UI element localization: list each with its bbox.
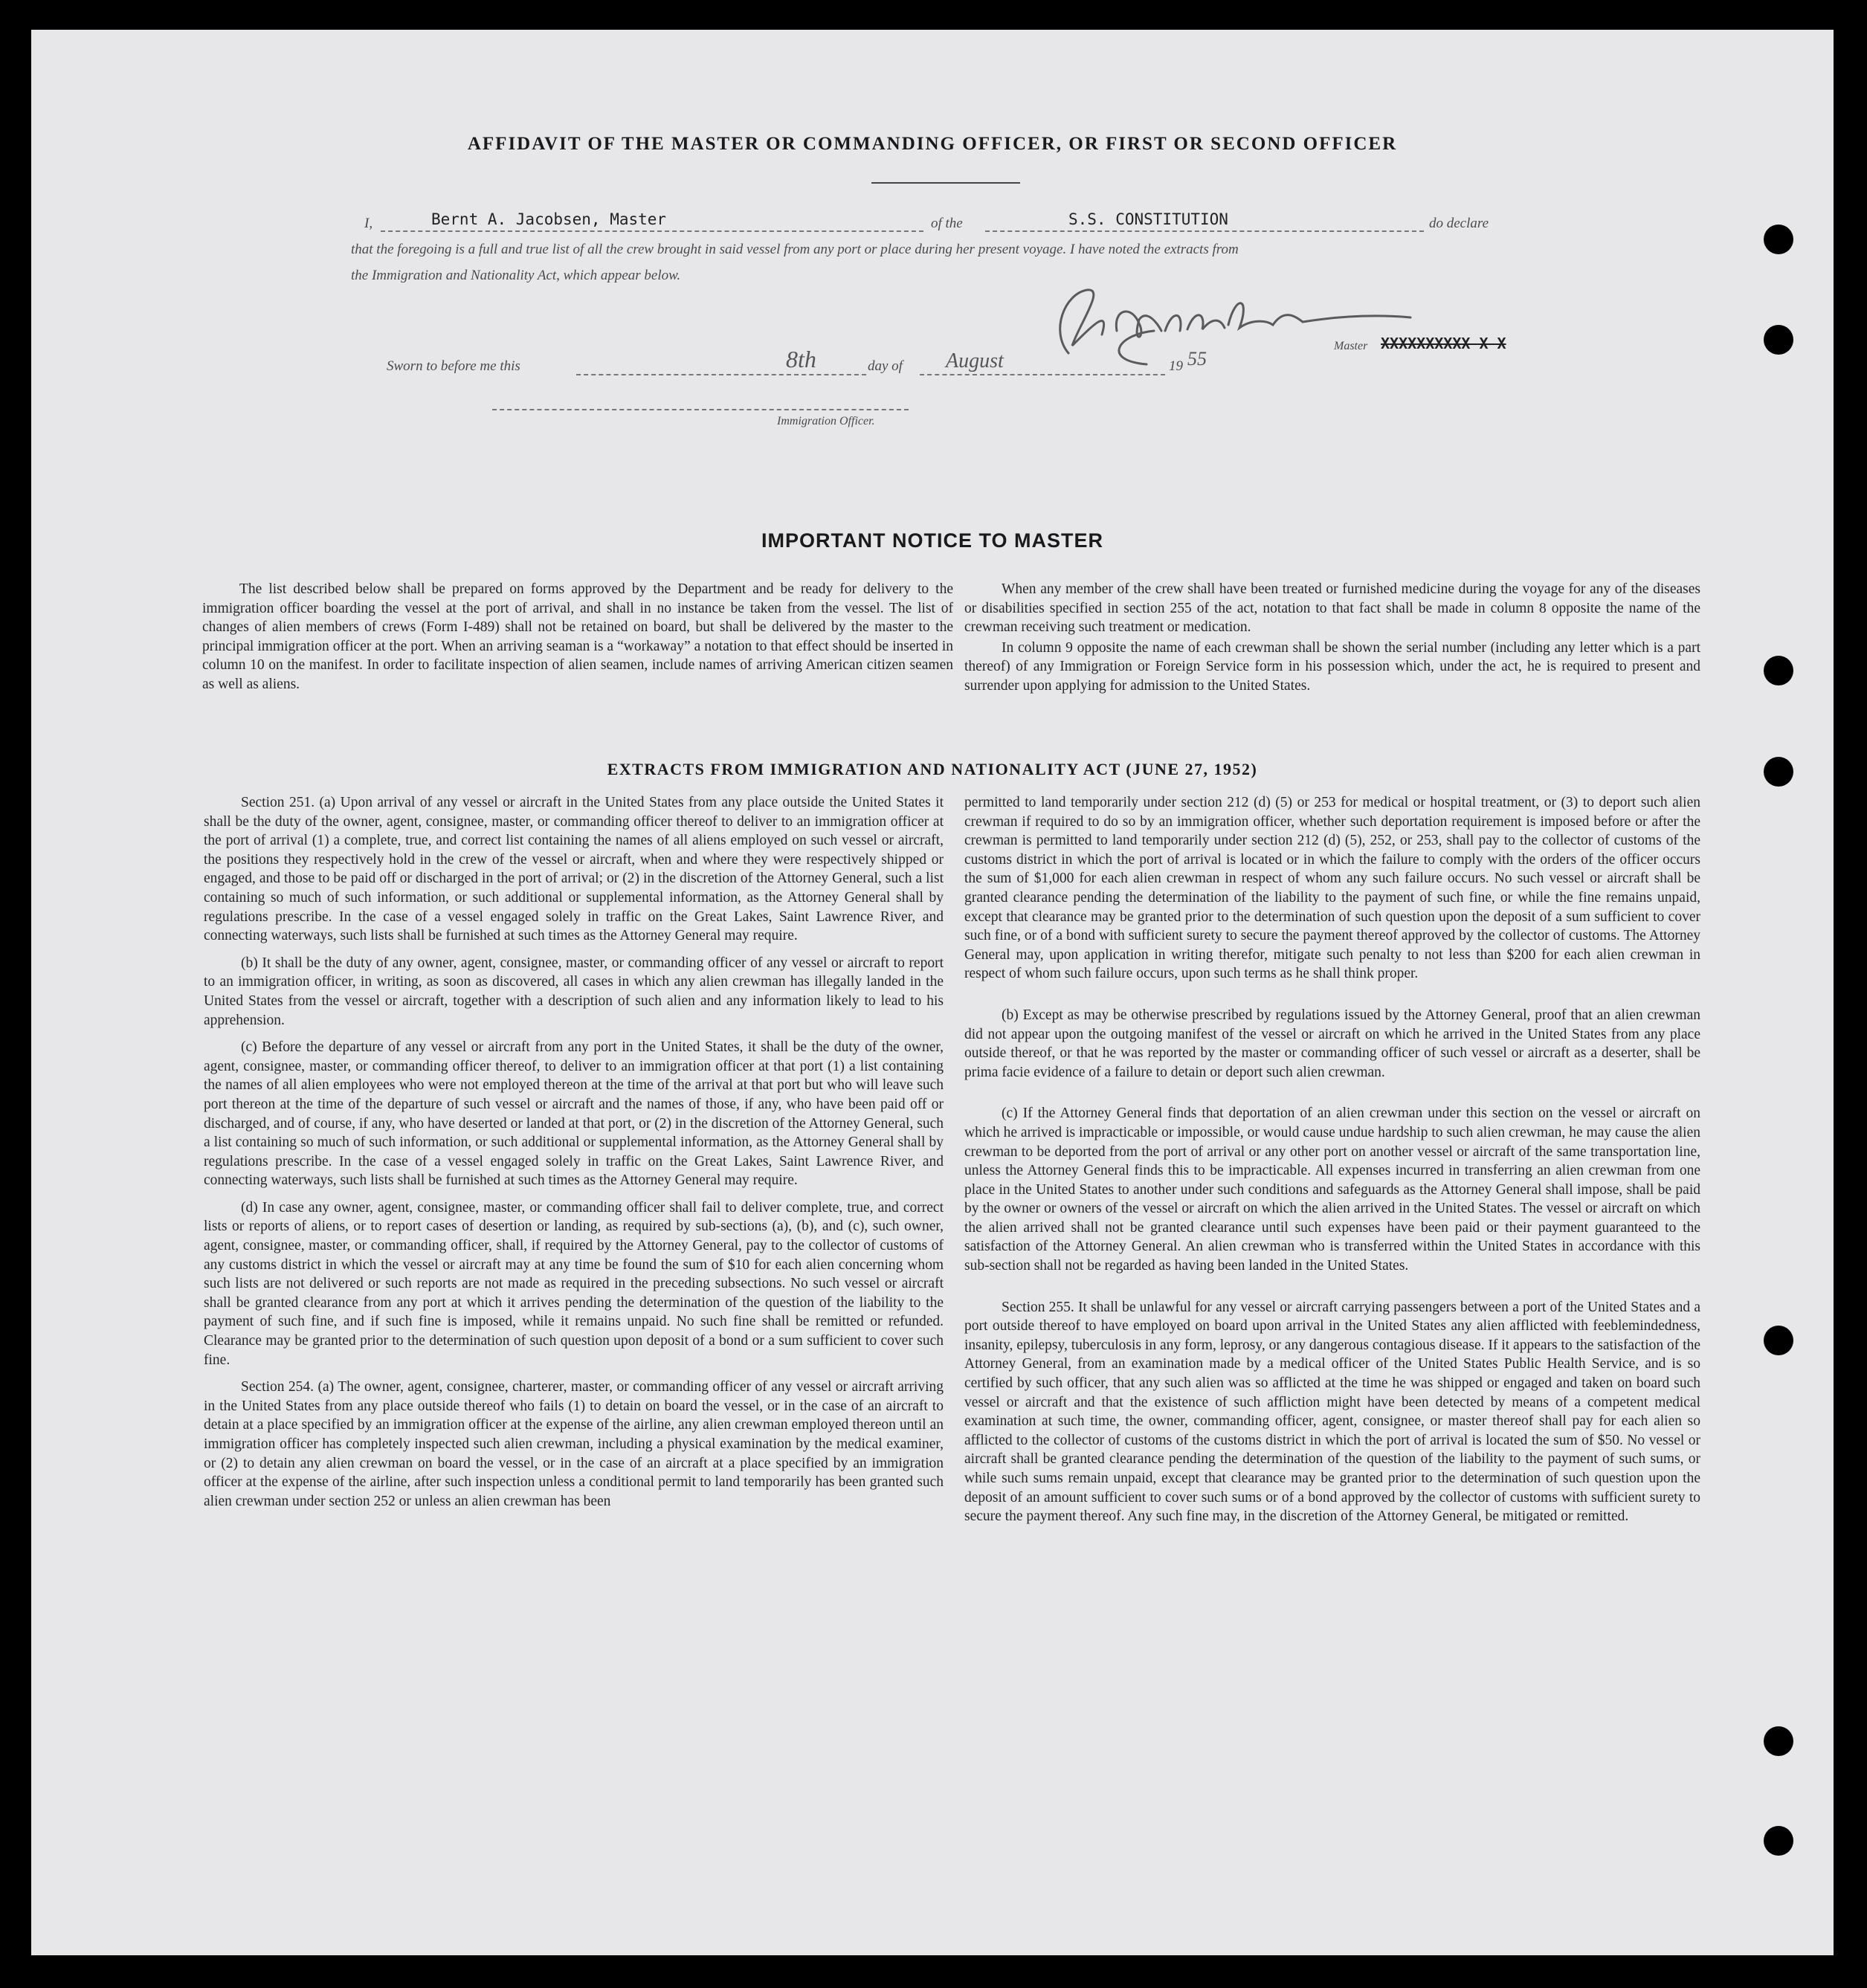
title-rule [871, 182, 1020, 184]
officer-signature-line [492, 409, 909, 410]
binder-hole [1764, 325, 1793, 355]
struck-title-text: XXXXXXXXXX X X [1381, 335, 1506, 352]
binder-hole [1764, 1826, 1793, 1856]
section-paragraph: (c) If the Attorney General finds that deportation of an alien crewman under this section on the vessel or aircraft on which he arrived is impracticable or impossible, or would cause undue hardship to such alien crewman, he may cause the alien crewman to be deported from the port of arrival or any other port on another vessel or aircraft of the same transportation line, unless the Attorney General finds this to be impracticable. All expenses incurred in transferring an alien crewman from one place in the United States to another under such conditions and safeguards as the Attorney General shall impose, shall be paid by the owner or owners of the vessel or aircraft on which the alien arrived in the United States. The vessel or aircraft on which the alien arrived shall not be granted clearance until such expenses have been paid or their payment guaranteed to the satisfaction of the Attorney General. An alien crewman who is transferred within the United States in accordance with this sub-section shall not be regarded as having been landed in the United States. [964, 1106, 1700, 1274]
name-line [381, 230, 923, 232]
sworn-month-handwritten: August [946, 349, 1004, 372]
notice-paragraph: In column 9 opposite the name of each crewman shall be shown the serial number (including any letter which is a part thereof) of any Immigration or Foreign Service form in his possession which, under the act, he is required to present and surrender upon applying for admission to the United States. [964, 639, 1700, 694]
section-paragraph: (b) Except as may be otherwise prescribed by regulations issued by the Attorney General, proof that an alien crewman did not appear upon the outgoing manifest of the vessel or aircraft on which he arrived in the United States from any place outside thereof, or that he was reported by the master or commanding officer of such vessel or aircraft as a deserter, shall be prima facie evidence of a failure to detain or deport such alien crewman. [964, 1007, 1700, 1080]
section-paragraph: Section 254. (a) The owner, agent, consignee, charterer, master, or commanding officer of any vessel or aircraft arriving in the United States from any place outside thereof who fails (1) to detain on board the vessel, or in the case of an aircraft to detain at a place specified by an immigration officer at the expense of the airline, any alien crewman employed thereon until an immigration officer has completely inspected such alien crewman, including a physical examination by the medical examiner, or (2) to detain any alien crewman on board the vessel, or in the case of an aircraft at a place specified by an immigration officer at the expense of the airline, after such inspection unless a conditional permit to land temporarily has been granted such alien crewman under section 252 or unless an alien crewman has been [204, 1379, 944, 1509]
extracts-title: EXTRACTS FROM IMMIGRATION AND NATIONALITY ACT (JUNE 27, 1952) [607, 760, 1258, 778]
notice-title: IMPORTANT NOTICE TO MASTER [761, 529, 1103, 552]
notice-paragraph: When any member of the crew shall have been treated or furnished medicine during the voyage for any of the diseases or disabilities specified in section 255 of the act, notation to that fact shall be made in column 8 opposite the name of the crewman receiving such treatment or medication. [964, 581, 1700, 636]
section-paragraph: (b) It shall be the duty of any owner, agent, consignee, master, or commanding officer of any vessel or aircraft to report to an immigration officer, in writing, as soon as discovered, all cases in which any alien crewman has illegally landed in the United States from the vessel or aircraft, together with a description of such alien and any information likely to lead to his apprehension. [204, 955, 944, 1028]
sworn-month-line [920, 374, 1165, 375]
document-page [31, 30, 1834, 1955]
declaration-line-2: the Immigration and Nationality Act, which appear below. [351, 268, 681, 283]
section-paragraph: (c) Before the departure of any vessel or aircraft from any port in the United States, it shall be the duty of the owner, agent, consignee, master, or commanding officer thereof, to deliver to an immigration officer at that port (1) a list containing the names of all alien employees who were not employed thereon at the time of the arrival at that port but who will leave such port thereon at the time of the departure of such vessel or aircraft and the names of those, if any, who have been paid off or discharged, and of course, if any, who have deserted or landed at that port, or (2) in the discretion of the Attorney General, such a list containing so much of such information, or such additional or supplemental information, as the Attorney General shall by regulations prescribe. In the case of a vessel engaged solely in traffic on the Great Lakes, Saint Lawrence River, and connecting waterways, such lists shall be furnished at such times as the Attorney General may require. [204, 1039, 944, 1189]
binder-hole [1764, 225, 1793, 254]
binder-hole [1764, 1326, 1793, 1355]
sworn-day-handwritten: 8th [786, 346, 816, 372]
officer-label: Immigration Officer. [777, 415, 875, 427]
binder-hole [1764, 656, 1793, 685]
declaration-line-1: that the foregoing is a full and true list of all the crew brought in said vessel from any port or place during her present voyage. I have noted the extracts from [351, 242, 1239, 257]
of-the-label: of the [931, 216, 963, 231]
master-name-field: Bernt A. Jacobsen, Master [431, 210, 667, 228]
sworn-label: Sworn to before me this [387, 358, 520, 374]
binder-hole [1764, 1726, 1793, 1756]
vessel-name-field: S.S. CONSTITUTION [1068, 210, 1228, 228]
section-paragraph: (d) In case any owner, agent, consignee, master, or commanding officer shall fail to deliver complete, true, and correct lists or reports of aliens, or to report cases of desertion or landing, as required by sub-sections (a), (b), and (c), such owner, agent, consignee, master, or commanding officer, shall, if required by the Attorney General, pay to the collector of customs of any customs district in which the vessel or aircraft may at any time be found the sum of $10 for each alien concerning whom such lists are not delivered or such reports are not made as required in the preceding subsections. No such vessel or aircraft shall be granted clearance from any port at which it arrives pending the determination of the question of the liability to the payment of such fine, and if such fine is imposed, while it remains unpaid. No such fine shall be remitted or refunded. Clearance may be granted prior to the determination of such question upon deposit of a bond or a sum sufficient to cover such fine. [204, 1199, 944, 1368]
extracts-right-column [964, 793, 1700, 1534]
notice-left-column [202, 580, 953, 703]
notice-paragraph: The list described below shall be prepared on forms approved by the Department and be ready for delivery to the immigration officer boarding the vessel at the port of arrival, and shall in no instance be taken from the vessel. The list of changes of alien members of crews (Form I-489) shall not be retained on board, but shall be delivered by the master to the principal immigration officer at the port. When an arriving seaman is a “workaway” a notation to that effect should be inserted in column 10 on the manifest. In order to facilitate inspection of alien seamen, include names of arriving American citizen seamen as well as aliens. [202, 581, 953, 692]
do-declare-label: do declare [1429, 216, 1489, 231]
master-label: Master [1334, 340, 1368, 352]
section-paragraph: Section 251. (a) Upon arrival of any vessel or aircraft in the United States from any place outside the United States it shall be the duty of the owner, agent, consignee, master, or commanding officer thereof to deliver to an immigration officer at the port of arrival (1) a complete, true, and correct list containing the names of all aliens employed on such vessel or aircraft, the positions they respectively hold in the crew of the vessel or aircraft, when and where they were respectively shipped or engaged, and those to be paid off or discharged in the port of arrival; or (2) in the discretion of the Attorney General, such a list containing so much of such information, or such additional or supplemental information, as the Attorney General shall by regulations prescribe. In the case of a vessel engaged solely in traffic on the Great Lakes, Saint Lawrence River, and connecting waterways, such lists shall be furnished at such times as the Attorney General may require. [204, 795, 944, 944]
i-label: I, [364, 216, 373, 231]
extracts-left-column [204, 793, 944, 1519]
day-of-label: day of [868, 358, 903, 374]
vessel-line [985, 230, 1424, 232]
section-paragraph: permitted to land temporarily under section 212 (d) (5) or 253 for medical or hospital treatment, or (3) to deport such alien crewman if required to do so by an immigration officer, whether such deportation requirement is imposed before or after the crewman is permitted to land temporarily under section 212 (d) (5), 252, or 253, shall pay to the collector of customs of the customs district in which the port of arrival is located or in which the failure to comply with the orders of the officer occurs the sum of $1,000 for each alien crewman in respect of whom any such failure occurs. No such vessel or aircraft shall be granted clearance pending the determination of the liability to the payment of such fine, or while the fine remains unpaid, except that clearance may be granted prior to the determination of such question upon the deposit of a sum sufficient to cover such fine, or of a bond with sufficient surety to secure the payment thereof approved by the collector of customs. The Attorney General may, upon application in writing therefor, mitigate such penalty to not less than $200 for each alien crewman in respect of whom such failure occurs, upon such terms as he shall think proper. [964, 795, 1700, 982]
master-signature [1028, 279, 1414, 375]
sworn-day-line [576, 374, 866, 375]
year-prefix: 19 [1169, 358, 1183, 374]
year-handwritten: 55 [1187, 348, 1207, 369]
section-paragraph: Section 255. It shall be unlawful for any vessel or aircraft carrying passengers between a port of the United States and a port outside thereof to have employed on board upon arrival in the United States any alien afflicted with feeblemindedness, insanity, epilepsy, tuberculosis in any form, leprosy, or any dangerous contagious disease. If it appears to the satisfaction of the Attorney General, from an examination made by a medical officer of the United States Public Health Service, and is so certified by such officer, that any such alien was so afflicted at the time he was shipped or engaged and taken on board such vessel or aircraft and that the existence of such affliction might have been detected by means of a competent medical examination at such time, the owner, commanding officer, agent, consignee, or master thereof shall pay for each alien so afflicted to the collector of customs of the customs district in which the port of arrival is located the sum of $50. No vessel or aircraft shall be granted clearance pending the determination of the question of the liability to the payment of such sums, or while such sums remain unpaid, except that clearance may be granted prior to the determination of such question upon the deposit of an amount sufficient to cover such sums or of a bond approved by the collector of customs with sufficient surety to secure the payment thereof. Any such fine may, in the discretion of the Attorney General, be mitigated or remitted. [964, 1299, 1700, 1525]
affidavit-title: AFFIDAVIT OF THE MASTER OR COMMANDING OFFICER, OR FIRST OR SECOND OFFICER [467, 134, 1398, 154]
notice-right-column [964, 580, 1700, 704]
